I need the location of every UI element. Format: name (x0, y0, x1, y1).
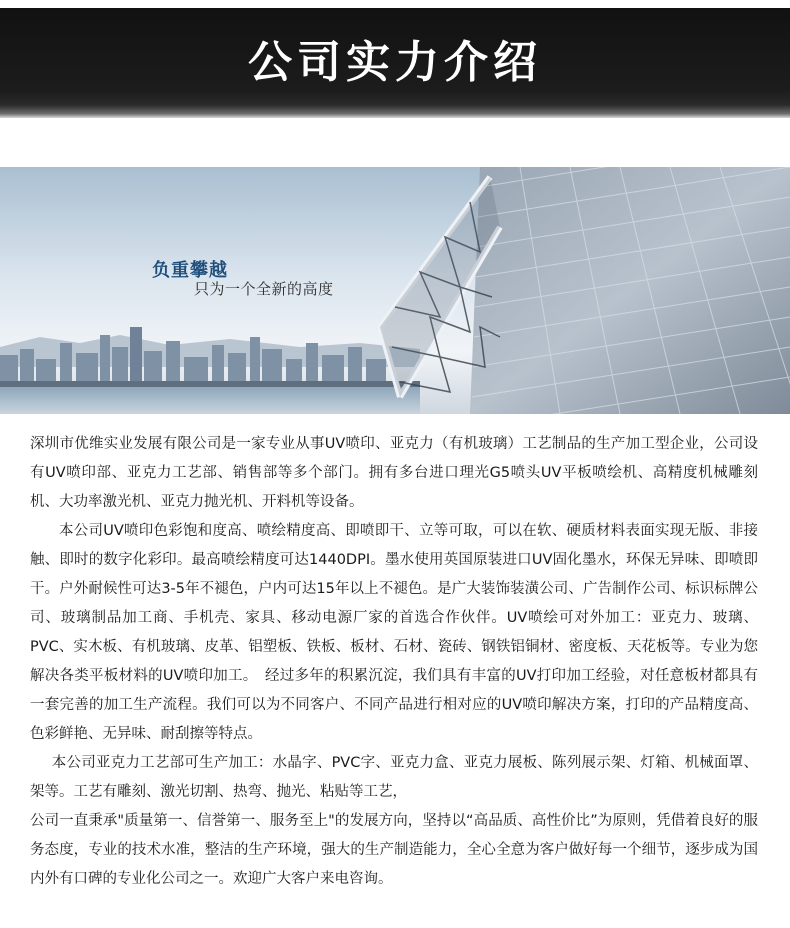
intro-paragraph-3: 本公司亚克力工艺部可生产加工：水晶字、PVC字、亚克力盒、亚克力展板、陈列展示架、灯箱、机械面罩、架等。工艺有雕刻、激光切割、热弯、抛光、粘贴等工艺， (30, 755, 758, 800)
banner-slogan-main: 负重攀越 (152, 260, 228, 281)
intro-paragraph-4: 公司一直秉承"质量第一、信誉第一、服务至上"的发展方向，坚持以“高品质、高性价比”为原则，凭借着良好的服务态度，专业的技术水准，整洁的生产环境，强大的生产制造能力，全心全意为客户做好每一个细节，逐步成为国内外有口碑的专业化公司之一。欢迎广大客户来电咨询。 (30, 813, 758, 887)
banner-slogan-sub: 只为一个全新的高度 (194, 280, 334, 298)
company-banner-image (0, 167, 790, 414)
city-skyline-illustration (0, 167, 790, 414)
intro-paragraph-1: 深圳市优维实业发展有限公司是一家专业从事UV喷印、亚克力（有机玻璃）工艺制品的生产加工型企业，公司设有UV喷印部、亚克力工艺部、销售部等多个部门。拥有多台进口理光G5喷头UV平板喷绘机、高精度机械雕刻机、大功率激光机、亚克力抛光机、开料机等设备。 (30, 436, 758, 510)
intro-paragraph-2: 本公司UV喷印色彩饱和度高、喷绘精度高、即喷即干、立等可取，可以在软、硬质材料表面实现无版、非接触、即时的数字化彩印。最高喷绘精度可达1440DPI。墨水使用英国原装进口UV固化墨水，环保无异味、即喷即干。户外耐候性可达3-5年不褪色，户内可达15年以上不褪色。是广大装饰装潢公司、广告制作公司、标识标牌公司、玻璃制品加工商、手机壳、家具、移动电源厂家的首选合作伙伴。UV喷绘可对外加工：亚克力、玻璃、PVC、实木板、有机玻璃、皮革、铝塑板、铁板、板材、石材、瓷砖、钢铁铝铜材、密度板、天花板等。专业为您解决各类平板材料的UV喷印加工。 经过多年的积累沉淀，我们具有丰富的UV打印加工经验，对任意板材都具有一套完善的加工生产流程。我们可以为不同客户、不同产品进行相对应的UV喷印解决方案，打印的产品精度高、色彩鲜艳、无异味、耐刮擦等特点。 (30, 523, 758, 742)
company-introduction (30, 430, 758, 894)
page-header (0, 0, 790, 118)
page-title: 公司实力介绍 (248, 37, 542, 88)
